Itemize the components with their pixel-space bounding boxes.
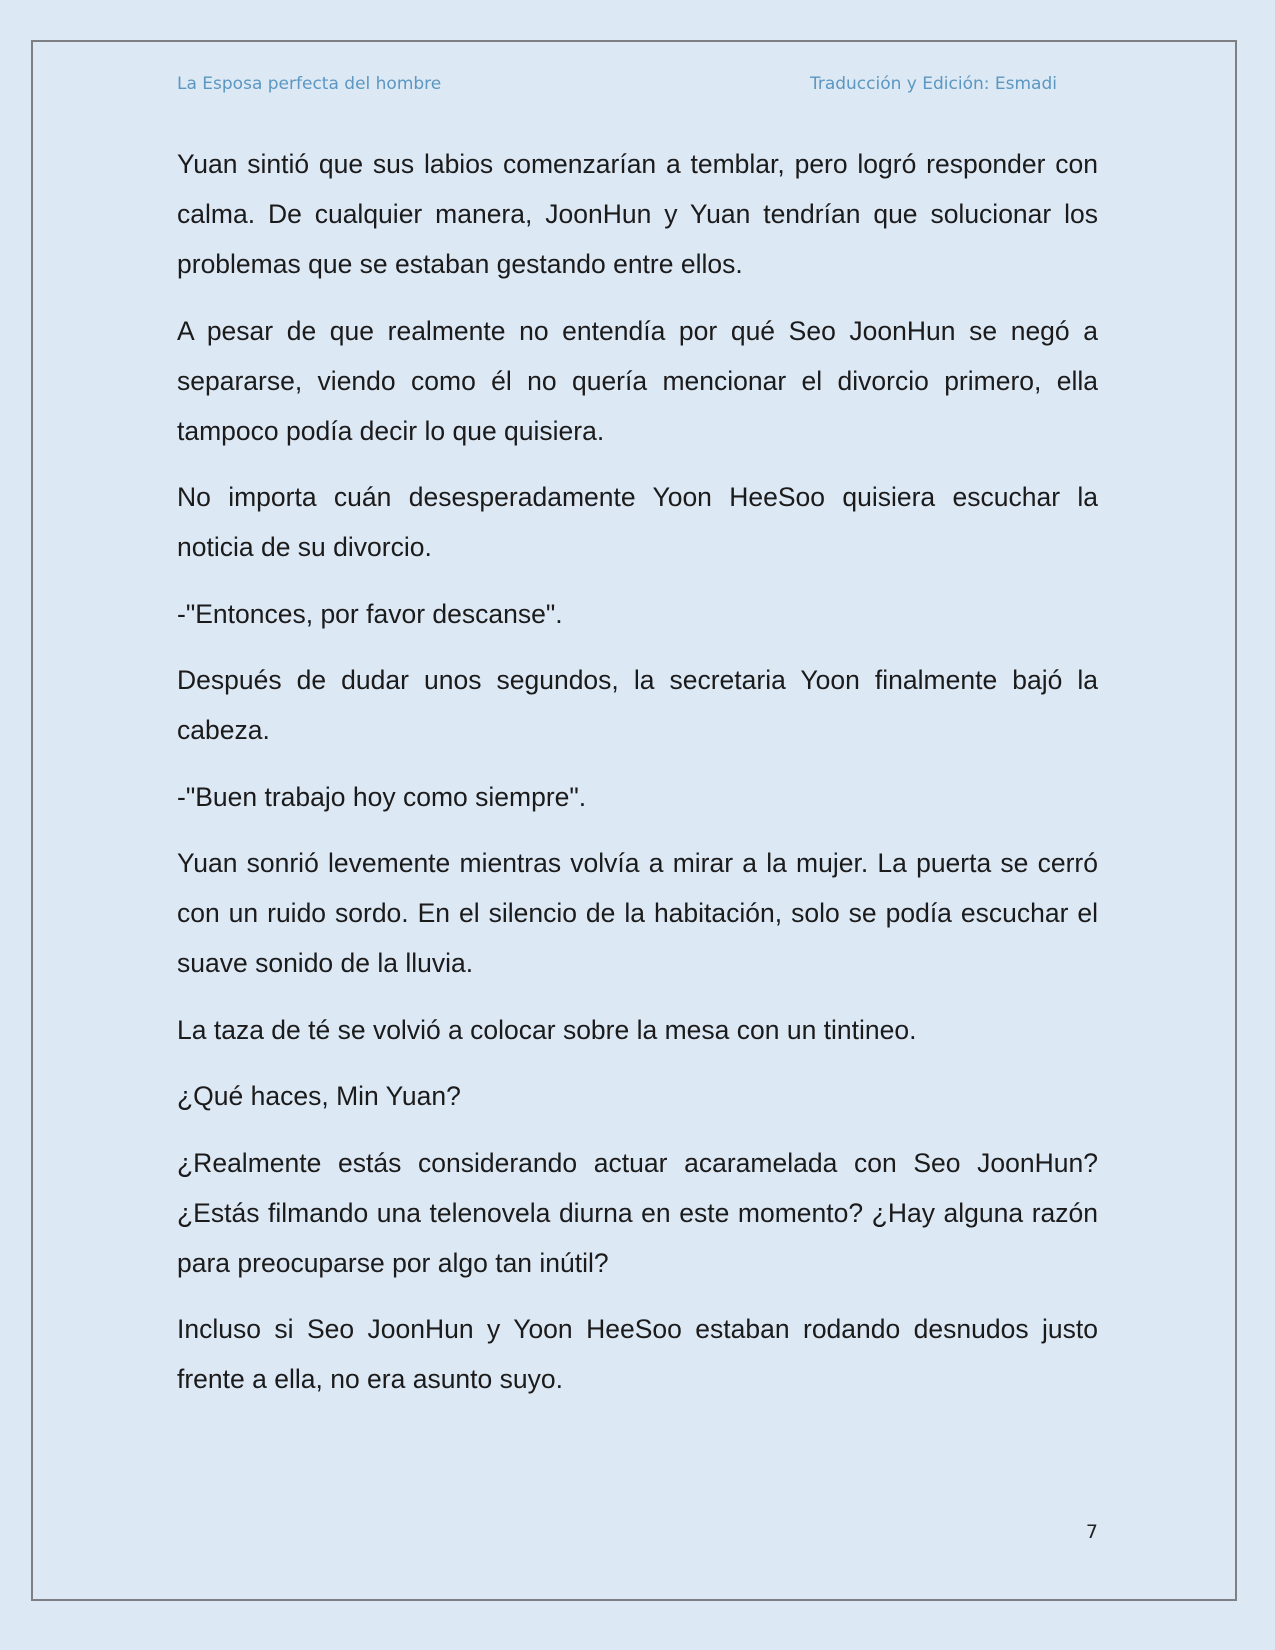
paragraph: Incluso si Seo JoonHun y Yoon HeeSoo estaban rodando desnudos justo frente a ella, no era asunto suyo.	[177, 1314, 1098, 1394]
paragraph: Yuan sintió que sus labios comenzarían a temblar, pero logró responder con calma. De cualquier manera, JoonHun y Yuan tendrían que solucionar los problemas que se estaban gestando entre ellos.	[177, 149, 1098, 279]
paragraph: ¿Realmente estás considerando actuar acaramelada con Seo JoonHun? ¿Estás filmando una telenovela diurna en este momento? ¿Hay alguna razón para preocuparse por algo tan inútil?	[177, 1147, 1098, 1278]
header-translator-credit: Traducción y Edición: Esmadi	[809, 74, 1057, 94]
page-header	[177, 74, 1057, 100]
page-number: 7	[1085, 1521, 1098, 1543]
paragraph: ¿Qué haces, Min Yuan?	[177, 1081, 461, 1111]
paragraph: -"Entonces, por favor descanse".	[177, 598, 563, 629]
paragraph: Yuan sonrió levemente mientras volvía a mirar a la mujer. La puerta se cerró con un ruido sordo. En el silencio de la habitación, solo se podía escuchar el suave sonido de la lluvia.	[177, 848, 1098, 978]
paragraph: La taza de té se volvió a colocar sobre la mesa con un tintineo.	[177, 1014, 917, 1045]
paragraph: A pesar de que realmente no entendía por qué Seo JoonHun se negó a separarse, viendo como él no quería mencionar el divorcio primero, ella tampoco podía decir lo que quisiera.	[177, 315, 1098, 446]
paragraph: Después de dudar unos segundos, la secretaria Yoon finalmente bajó la cabeza.	[177, 665, 1098, 745]
document-body	[177, 139, 1098, 1421]
paragraph: No importa cuán desesperadamente Yoon HeeSoo quisiera escuchar la noticia de su divorcio.	[177, 482, 1098, 562]
paragraph: -"Buen trabajo hoy como siempre".	[177, 781, 587, 812]
header-book-title: La Esposa perfecta del hombre	[177, 74, 442, 94]
